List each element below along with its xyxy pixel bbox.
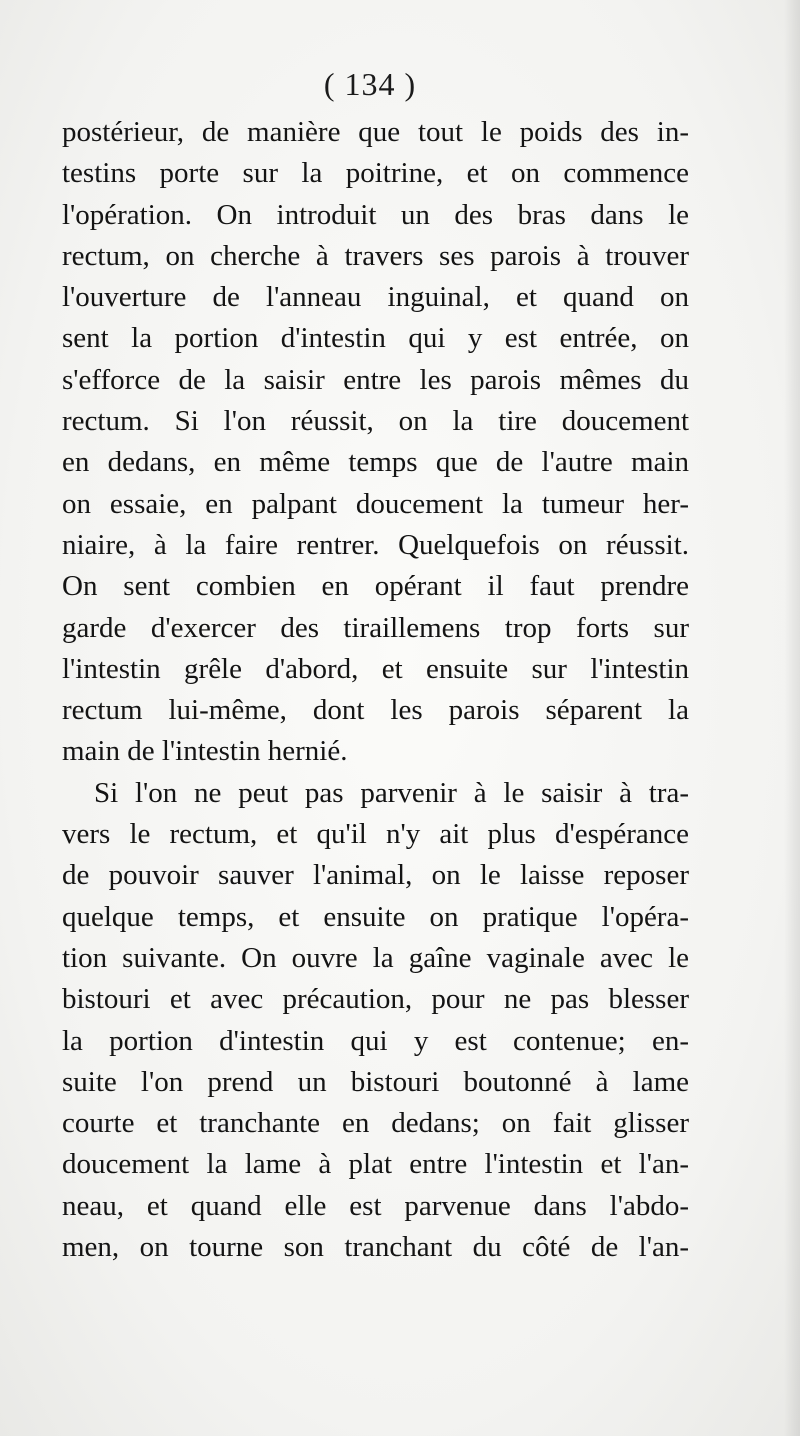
page-edge-shadow <box>784 0 800 1436</box>
body-text <box>62 112 689 1268</box>
text-line: On sent combien en opérant il faut prendre <box>62 570 689 603</box>
text-line: sent la portion d'intestin qui y est entrée, on <box>62 322 689 355</box>
text-line: quelque temps, et ensuite on pratique l'opéra- <box>62 900 689 933</box>
text-line: rectum lui-même, dont les parois séparent la <box>62 694 689 727</box>
text-line: niaire, à la faire rentrer. Quelquefois on réussit. <box>62 528 689 561</box>
text-line: s'efforce de la saisir entre les parois mêmes du <box>62 363 689 396</box>
page-number: ( 134 ) <box>323 66 417 102</box>
text-line: la portion d'intestin qui y est contenue; en- <box>62 1024 689 1057</box>
text-line: l'ouverture de l'anneau inguinal, et quand on <box>62 281 689 314</box>
text-line: garde d'exercer des tiraillemens trop forts sur <box>62 611 689 644</box>
text-line: rectum. Si l'on réussit, on la tire doucement <box>62 405 689 438</box>
text-line: en dedans, en même temps que de l'autre main <box>62 446 689 479</box>
text-line: rectum, on cherche à travers ses parois à trouver <box>62 239 689 272</box>
text-line: tion suivante. On ouvre la gaîne vaginale avec le <box>62 941 689 974</box>
text-line: neau, et quand elle est parvenue dans l'abdo- <box>62 1189 689 1222</box>
paragraph-end-line: main de l'intestin hernié. <box>62 735 348 768</box>
text-line: testins porte sur la poitrine, et on commence <box>62 157 689 190</box>
text-line: bistouri et avec précaution, pour ne pas blesser <box>62 983 689 1016</box>
text-line: vers le rectum, et qu'il n'y ait plus d'espérance <box>62 818 689 851</box>
text-line: de pouvoir sauver l'animal, on le laisse reposer <box>62 859 689 892</box>
text-line: men, on tourne son tranchant du côté de l'an- <box>62 1231 689 1264</box>
text-line: l'intestin grêle d'abord, et ensuite sur l'intestin <box>62 652 689 685</box>
paragraph-start-line: Si l'on ne peut pas parvenir à le saisir à tra- <box>94 776 689 809</box>
text-line: postérieur, de manière que tout le poids des in- <box>62 116 689 148</box>
text-line: courte et tranchante en dedans; on fait glisser <box>62 1107 689 1140</box>
text-line: suite l'on prend un bistouri boutonné à lame <box>62 1065 689 1098</box>
text-line: doucement la lame à plat entre l'intestin et l'an- <box>62 1148 689 1181</box>
text-line: on essaie, en palpant doucement la tumeur her- <box>62 487 689 520</box>
text-line: l'opération. On introduit un des bras dans le <box>62 198 689 231</box>
